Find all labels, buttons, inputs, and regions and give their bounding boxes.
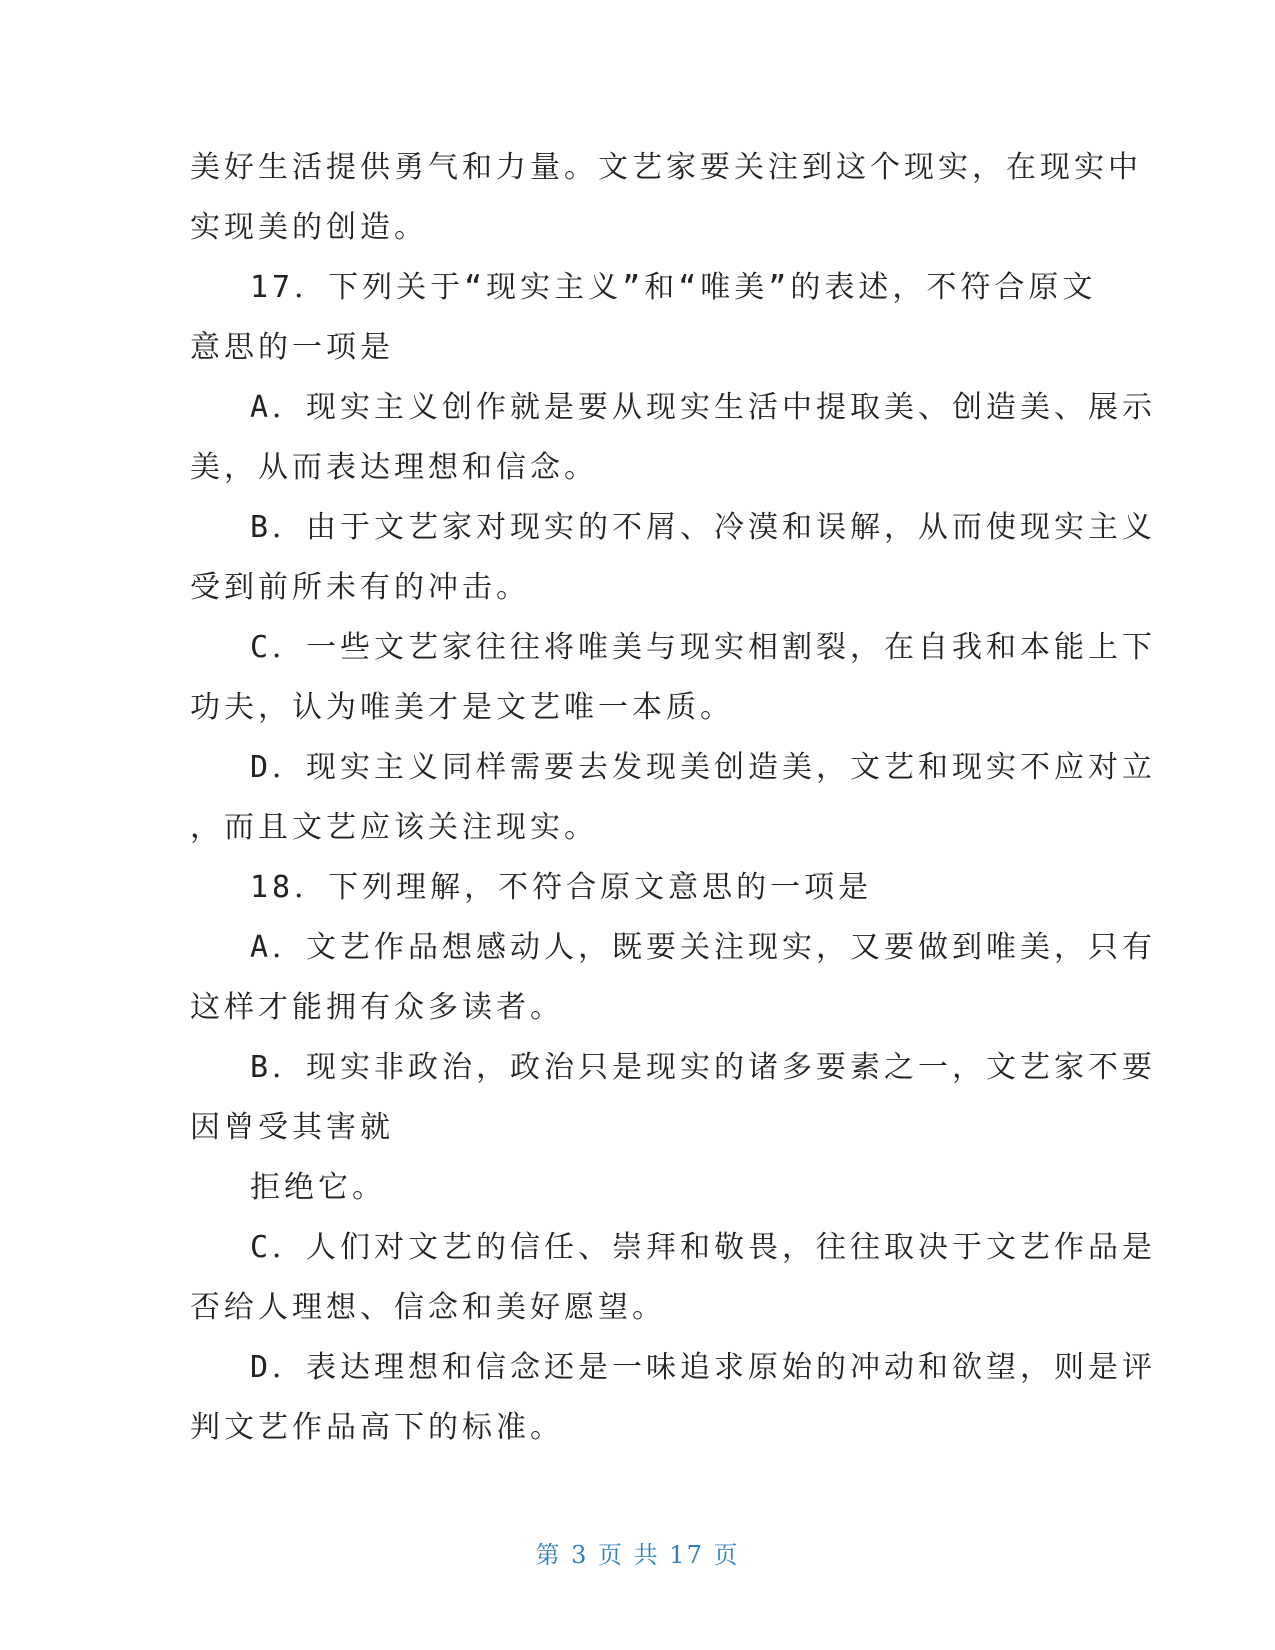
- option-18-c: C．人们对文艺的信任、崇拜和敬畏，往往取决于文艺作品是: [250, 1230, 1157, 1265]
- text-line: 因曾受其害就: [190, 1110, 394, 1145]
- option-17-c: C．一些文艺家往往将唯美与现实相割裂，在自我和本能上下: [250, 630, 1157, 665]
- text-line: 判文艺作品高下的标准。: [190, 1410, 564, 1445]
- option-17-d: D．现实主义同样需要去发现美创造美，文艺和现实不应对立: [250, 750, 1157, 785]
- text-line: 拒绝它。: [250, 1170, 386, 1205]
- question-18: 18．下列理解，不符合原文意思的一项是: [250, 870, 873, 905]
- text-line: 功夫，认为唯美才是文艺唯一本质。: [190, 690, 734, 725]
- text-line: 美好生活提供勇气和力量。文艺家要关注到这个现实，在现实中: [190, 150, 1142, 185]
- text-line: 意思的一项是: [190, 330, 394, 365]
- page-number: 第 3 页 共 17 页: [535, 1541, 740, 1569]
- text-line: ，而且文艺应该关注现实。: [190, 810, 598, 845]
- text-line: 美，从而表达理想和信念。: [190, 450, 598, 485]
- text-line: 实现美的创造。: [190, 210, 428, 245]
- option-17-a: A．现实主义创作就是要从现实生活中提取美、创造美、展示: [250, 390, 1157, 425]
- text-line: 受到前所未有的冲击。: [190, 570, 530, 605]
- option-18-b: B．现实非政治，政治只是现实的诸多要素之一，文艺家不要: [250, 1050, 1157, 1085]
- option-18-a: A．文艺作品想感动人，既要关注现实，又要做到唯美，只有: [250, 930, 1157, 965]
- option-18-d: D．表达理想和信念还是一味追求原始的冲动和欲望，则是评: [250, 1350, 1157, 1385]
- option-17-b: B．由于文艺家对现实的不屑、冷漠和误解，从而使现实主义: [250, 510, 1157, 545]
- document-body: [190, 138, 1157, 1458]
- question-17: 17．下列关于“现实主义”和“唯美”的表述，不符合原文: [250, 270, 1097, 305]
- text-line: 这样才能拥有众多读者。: [190, 990, 564, 1025]
- text-line: 否给人理想、信念和美好愿望。: [190, 1290, 666, 1325]
